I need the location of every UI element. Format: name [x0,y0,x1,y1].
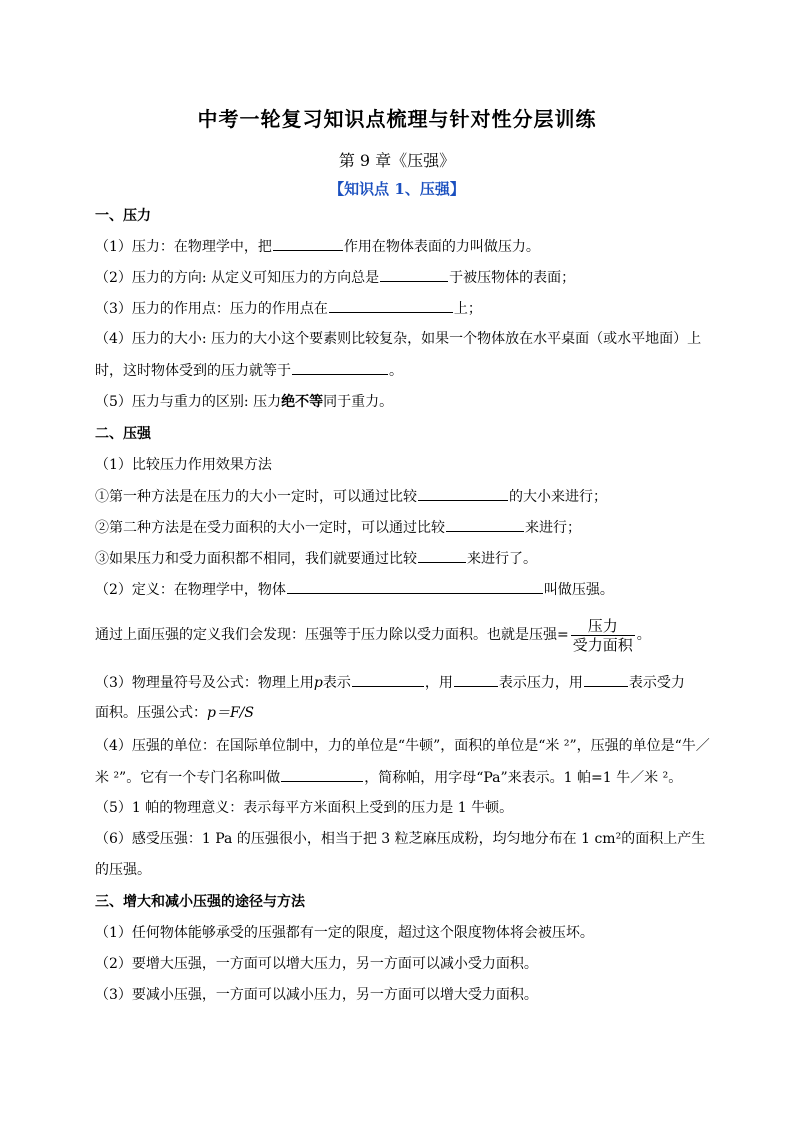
text-line: （2）定义：在物理学中，物体 叫做压强。 [95,579,614,600]
fill-blank[interactable] [584,672,628,687]
fraction-denominator: 受力面积 [572,635,633,654]
fill-blank[interactable] [329,298,453,313]
text-line: （5）压力与重力的区别: 压力绝不等同于重力。 [95,394,394,410]
section-heading-methods: 三、增大和减小压强的途径与方法 [95,894,305,910]
fill-blank[interactable] [273,236,343,251]
text-line: 时，这时物体受到的压力就等于 。 [95,360,403,381]
text-line: （1）比较压力作用效果方法 [95,457,272,473]
text-line: （2）压力的方向: 从定义可知压力的方向总是 于被压物体的表面； [95,267,575,288]
fill-blank[interactable] [292,360,388,375]
text-line: 面积。压强公式：p＝F/S [95,705,254,721]
text-line: ②第二种方法是在受力面积的大小一定时，可以通过比较 来进行； [95,517,581,538]
text-line: （5）1 帕的物理意义：表示每平方米面积上受到的压力是 1 牛顿。 [95,800,514,816]
chapter-title: 第 9 章《压强》 [338,151,456,170]
text-line: 米 ²”。它有一个专门名称叫做 ，简称帕，用字母“Pa”来表示。1 帕=1 牛／米 ²。 [95,767,682,788]
text-line: （2）要增大压强，一方面可以增大压力，另一方面可以减小受力面积。 [95,956,538,972]
text-line: （4）压强的单位：在国际单位制中，力的单位是“牛顿”，面积的单位是“米 ²”，压强的单位是“牛／ [95,738,710,754]
text-line: ③如果压力和受力面积都不相同，我们就要通过比较 来进行了。 [95,548,537,569]
text-line: （6）感受压强：1 Pa 的压强很小，相当于把 3 粒芝麻压成粉，均匀地分布在 1 cm²的面积上产生 [95,831,706,847]
fill-blank[interactable] [418,486,508,501]
knowledge-point-title: 【知识点 1、压强】 [329,180,465,198]
fill-blank[interactable] [446,517,524,532]
fill-blank[interactable] [418,548,466,563]
section-heading-pressure: 二、压强 [95,426,151,442]
pressure-fraction [571,617,635,654]
text-line: （4）压力的大小: 压力的大小这个要素则比较复杂，如果一个物体放在水平桌面（或水平地面）上 [95,331,702,347]
fraction-numerator: 压力 [571,617,635,636]
text-line: ①第一种方法是在压力的大小一定时，可以通过比较 的大小来进行； [95,486,607,507]
text-line: 的压强。 [95,862,151,878]
text-line: （3）要减小压强，一方面可以减小压力，另一方面可以增大受力面积。 [95,987,538,1003]
fill-blank[interactable] [454,672,498,687]
text-line: （1）任何物体能够承受的压强都有一定的限度，超过这个限度物体将会被压坏。 [95,925,594,941]
main-title: 中考一轮复习知识点梳理与针对性分层训练 [197,107,597,131]
fill-blank[interactable] [352,672,424,687]
fill-blank[interactable] [281,767,363,782]
fill-blank[interactable] [287,579,543,594]
text-line-formula: 通过上面压强的定义我们会发现：压强等于压力除以受力面积。也就是压强= $\frac{\text{压力}}{\text{受力面积}}$ 。 [95,616,651,654]
text-line: （3）物理量符号及公式：物理上用p表示 ，用 表示压力，用 表示受力 [95,672,685,693]
section-heading-pressure-force: 一、压力 [95,208,151,224]
fill-blank[interactable] [380,267,448,282]
text-line: （1）压力：在物理学中，把 作用在物体表面的力叫做压力。 [95,236,540,257]
text-line: （3）压力的作用点：压力的作用点在 上； [95,298,482,319]
